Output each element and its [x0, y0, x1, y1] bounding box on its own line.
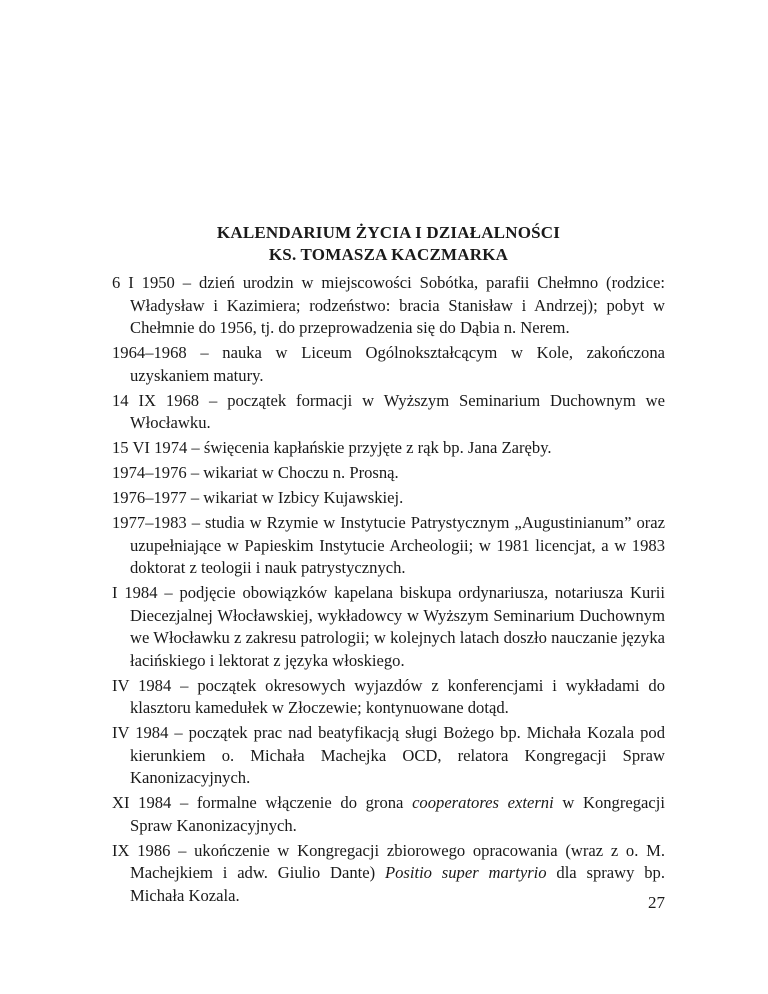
chronology-entry: 1974–1976 – wikariat w Choczu n. Prosną. [112, 463, 399, 482]
chronology-entry: 14 IX 1968 – początek formacji w Wyższym Seminarium Duchownym we Włocławku. [112, 390, 665, 432]
chronology-entry: 1977–1983 – studia w Rzymie w Instytucie Patrystycznym „Augustinianum” oraz uzupełniające w Papieskim Instytucie Archeologii; w 1981 licencjat, a w 1983 doktorat z teologii i nauk patrystycznych. [112, 513, 665, 577]
chronology-entry: 6 I 1950 – dzień urodzin w miejscowości Sobótka, parafii Chełmno (rodzice: Władysław i Kazimiera; rodzeństwo: bracia Stanisław i Andrzej); pobyt w Chełmnie do 1956, tj. do przeprowadzenia się do Dąbia n. Nerem. [112, 273, 665, 337]
chronology-entry [112, 840, 665, 908]
chronology-entry: 1964–1968 – nauka w Liceum Ogólnokształcącym w Kole, zakończona uzyskaniem matury. [112, 343, 665, 385]
entry-text: XI 1984 – formalne włączenie do grona [112, 793, 413, 812]
page-title [112, 222, 665, 266]
entry-text: IX 1986 – ukończenie w Kongregacji zbiorowego opracowania (wraz z o. M. Machejkiem i adw. Giulio Dante) [112, 840, 665, 882]
entry-italic-title: Positio super martyrio [384, 863, 547, 882]
chronology-entry: 1976–1977 – wikariat w Izbicy Kujawskiej. [112, 488, 404, 507]
entry-italic-title: cooperatores externi [412, 793, 554, 812]
page-content [112, 222, 665, 910]
chronology-entry: IV 1984 – początek okresowych wyjazdów z konferencjami i wykładami do klasztoru kamedułek w Złoczewie; kontynuowane dotąd. [112, 675, 665, 717]
chronology-entry: IV 1984 – początek prac nad beatyfikacją sługi Bożego bp. Michała Kozala pod kierunkiem o. Michała Machejka OCD, relatora Kongregacji Spraw Kanonizacyjnych. [112, 723, 665, 787]
chronology-entry: I 1984 – podjęcie obowiązków kapelana biskupa ordynariusza, notariusza Kurii Diecezjalnej Włocławskiej, wykładowcy w Wyższym Seminarium Duchownym we Włocławku z zakresu patrologii; w kolejnych latach doszło nauczanie języka łacińskiego i lektorat z języka włoskiego. [112, 583, 665, 670]
title-line-2: KS. TOMASZA KACZMARKA [268, 245, 509, 264]
chronology-entry: 15 VI 1974 – święcenia kapłańskie przyjęte z rąk bp. Jana Zaręby. [112, 438, 552, 457]
chronology-list [112, 272, 665, 907]
entry-text: w Kongregacji Spraw Kanonizacyjnych. [130, 793, 665, 835]
page-number: 27 [648, 893, 665, 912]
title-line-1: KALENDARIUM ŻYCIA I DZIAŁALNOŚCI [216, 223, 561, 242]
entry-text: dla sprawy bp. Michała Kozala. [130, 863, 665, 905]
chronology-entry [112, 792, 665, 837]
